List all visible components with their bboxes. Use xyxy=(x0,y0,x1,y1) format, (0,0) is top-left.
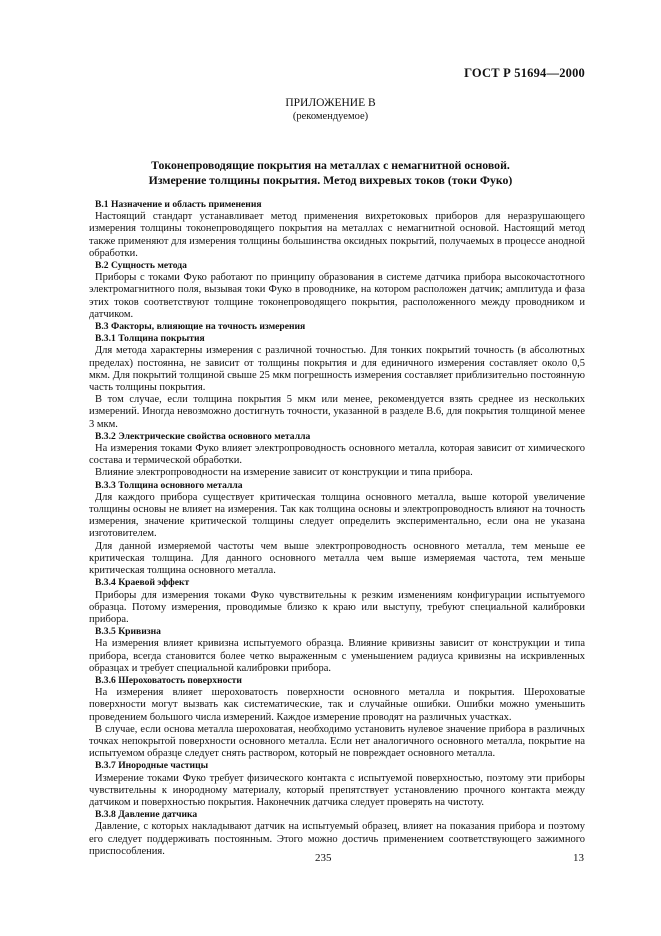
document-title-line-2: Измерение толщины покрытия. Метод вихревых токов (токи Фуко) xyxy=(148,173,513,187)
section-paragraph: Измерение токами Фуко требует физического контакта с испытуемой поверхностью, поэтому эти приборы чувствительны к инородному материалу, который препятствует установлению прочного контакта между датчиком и поверхностью покрытия. Наконечник датчика следует проверять на чистоту. xyxy=(89,772,585,808)
appendix-heading xyxy=(0,97,661,123)
section-paragraph: В том случае, если толщина покрытия 5 мкм или менее, рекомендуется взять среднее из нескольких измерений. Иногда невозможно достигнуть точности, указанной в разделе В.6, для покрытия толщиной менее 3 мкм. xyxy=(89,394,585,430)
section-heading: В.3.1 Толщина покрытия xyxy=(95,333,205,345)
section-heading: В.2 Сущность метода xyxy=(95,260,187,272)
section-heading: В.3.8 Давление датчика xyxy=(95,809,198,821)
section-heading: В.3 Факторы, влияющие на точность измерения xyxy=(95,321,306,333)
section-paragraph: В случае, если основа металла шероховатая, необходимо установить нулевое значение прибора в различных точках непокрытой поверхности основного металла. Если нет аналогичного основного металла, покрытие на испытуемом образце следует снять раствором, который не повреждает основного металла. xyxy=(89,723,585,760)
section-heading: В.3.3 Толщина основного металла xyxy=(95,479,243,491)
document-body xyxy=(89,199,585,858)
document-title xyxy=(60,158,601,188)
page-number-center: 235 xyxy=(315,852,332,864)
section-paragraph: Для данной измеряемой частоты чем выше электропроводность основного металла, тем меньше ее критическая толщина. Для данного основного металла чем выше измеряемая частота, тем меньше критическая толщина основного металла. xyxy=(89,540,585,577)
section-paragraph: Приборы для измерения токами Фуко чувствительны к резким изменениям конфигурации испытуемого образца. Потому измерения, проводимые близко к краю или выступу, требуют специальной калибровки прибора. xyxy=(89,589,585,625)
section-paragraph: Давление, с которых накладывают датчик на испытуемый образец, влияет на показания прибора и поэтому его следует поддерживать постоянным. Этого можно достичь применением соответствующего зажимного приспособления. xyxy=(89,821,585,857)
page-number-right: 13 xyxy=(573,852,584,864)
section-paragraph: Для метода характерны измерения с различной точностью. Для тонких покрытий точность (в абсолютных пределах) постоянна, не зависит от толщины покрытия и для единичного измерения составляет около 0,5 мкм. Для покрытий толщиной свыше 25 мкм погрешность измерения составляет приблизительно постоянную часть толщины покрытия. xyxy=(89,345,585,394)
section-heading: В.3.6 Шероховатость поверхности xyxy=(95,674,242,686)
section-paragraph: На измерения влияет кривизна испытуемого образца. Влияние кривизны зависит от конструкции и типа прибора, всегда становится более четко выраженным с уменьшением радиуса кривизны на искривленных образцах и требует специальной калибровки прибора. xyxy=(89,638,585,674)
section-heading: В.3.7 Инородные частицы xyxy=(95,760,209,772)
section-paragraph: На измерения токами Фуко влияет электропроводность основного металла, которая зависит от химического состава и термической обработки. xyxy=(89,443,585,467)
appendix-subtitle: (рекомендуемое) xyxy=(292,111,369,122)
section-heading: В.3.5 Кривизна xyxy=(95,626,161,638)
section-paragraph: Приборы с токами Фуко работают по принципу образования в системе датчика прибора высокочастотного электромагнитного поля, вызывая токи Фуко в проводнике, на котором расположен датчик; амплитуда и фаза этих токов соответствуют толщине токонепроводящего покрытия, расположенного между проводником и датчиком. xyxy=(89,272,585,320)
section-paragraph: Влияние электропроводности на измерение зависит от конструкции и типа прибора. xyxy=(95,467,473,479)
appendix-title: ПРИЛОЖЕНИЕ В xyxy=(285,97,376,109)
section-heading: В.1 Назначение и область применения xyxy=(95,199,262,210)
section-heading: В.3.4 Краевой эффект xyxy=(95,577,190,589)
section-paragraph: Для каждого прибора существует критическая толщина основного металла, выше которой увеличение толщины основы не влияет на измерения. Так как толщина основы и электропроводность влияют на точность измерения, значение критической толщины следует определить экспериментально, если она не указана изготовителем. xyxy=(89,491,585,540)
section-heading: В.3.2 Электрические свойства основного металла xyxy=(95,430,311,442)
section-paragraph: На измерения влияет шероховатость поверхности основного металла и покрытия. Шероховатые поверхности могут вызвать как систематические, так и случайные ошибки. Ошибки можно уменьшить проведением большого числа измерений. Каждое измерение проводят на различных участках. xyxy=(89,687,585,723)
section-paragraph: Настоящий стандарт устанавливает метод применения вихретоковых приборов для неразрушающего измерения толщины токонепроводящего покрытия на металлах с немагнитной основой. Настоящий метод также применяют для измерения толщины большинства оксидных покрытий, получаемых в процессе анодной обработки. xyxy=(89,211,585,259)
document-title-line-1: Токонепроводящие покрытия на металлах с немагнитной основой. xyxy=(151,158,510,172)
standard-number: ГОСТ Р 51694—2000 xyxy=(464,66,585,80)
